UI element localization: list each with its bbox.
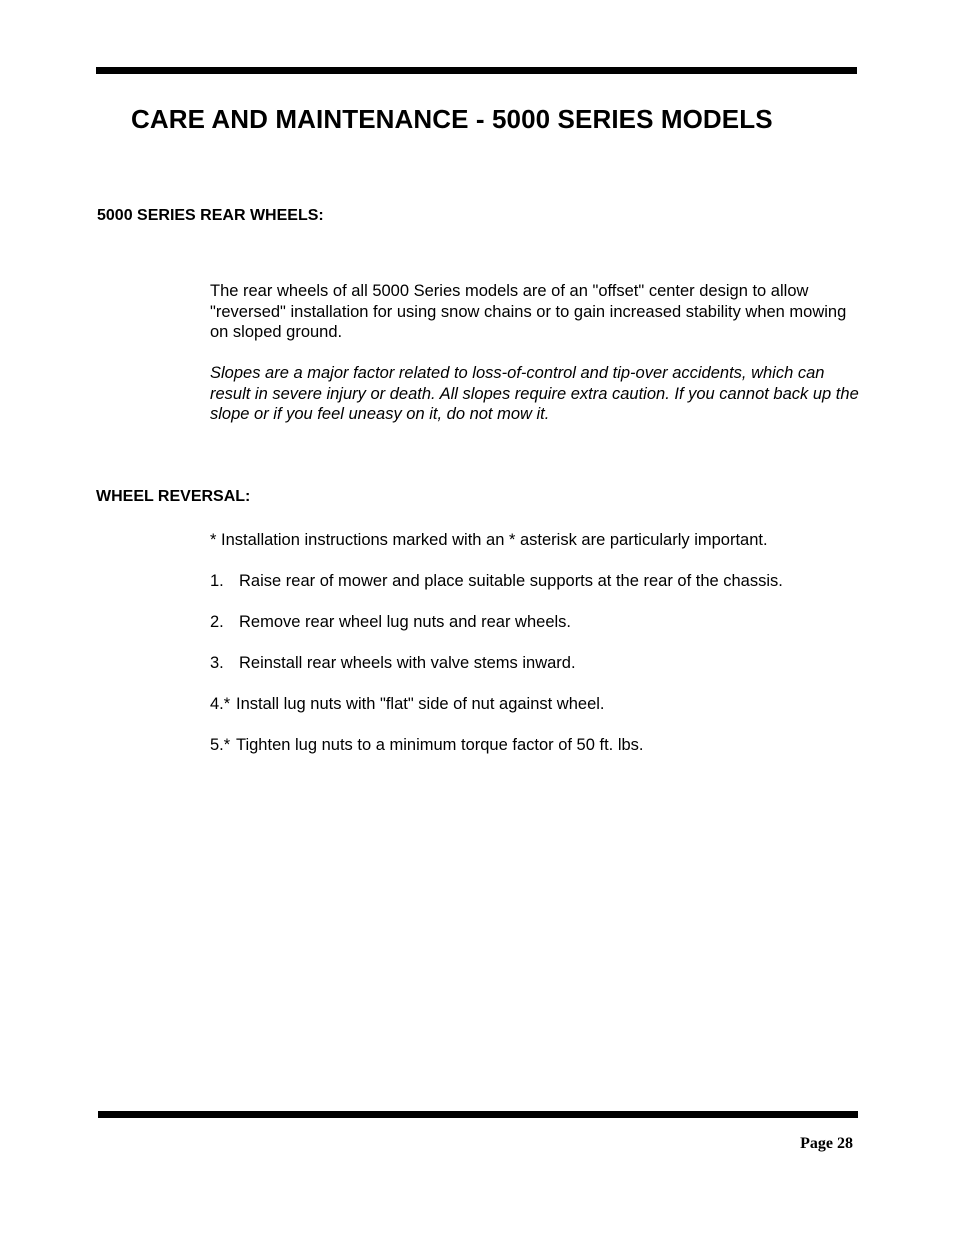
step-item bbox=[210, 572, 783, 613]
header-rule bbox=[96, 67, 857, 74]
step-item bbox=[210, 736, 783, 777]
step-number: 3. bbox=[210, 654, 224, 672]
step-item bbox=[210, 695, 783, 736]
section-heading-wheel-reversal: WHEEL REVERSAL: bbox=[96, 488, 251, 505]
step-item bbox=[210, 613, 783, 654]
step-text: Raise rear of mower and place suitable supports at the rear of the chassis. bbox=[239, 572, 783, 590]
footer-rule bbox=[98, 1111, 858, 1118]
step-number: 2. bbox=[210, 613, 224, 631]
slope-warning: Slopes are a major factor related to loss-of-control and tip-over accidents, which can result in severe injury or death. All slopes require extra caution. If you cannot back up the slope or if you feel uneasy on it, do not mow it. bbox=[210, 364, 859, 423]
step-text: Remove rear wheel lug nuts and rear wheels. bbox=[239, 613, 572, 631]
step-item bbox=[210, 654, 783, 695]
asterisk-note: * Installation instructions marked with an * asterisk are particularly important. bbox=[210, 531, 768, 549]
step-text: Install lug nuts with "flat" side of nut against wheel. bbox=[236, 695, 605, 713]
step-text: Tighten lug nuts to a minimum torque factor of 50 ft. lbs. bbox=[236, 736, 644, 754]
page-title: CARE AND MAINTENANCE - 5000 SERIES MODELS bbox=[131, 104, 773, 134]
reversal-steps bbox=[210, 572, 783, 777]
step-number: 5.* bbox=[210, 736, 231, 754]
step-number: 4.* bbox=[210, 695, 231, 713]
page-number: Page 28 bbox=[800, 1135, 853, 1152]
section-heading-rear-wheels: 5000 SERIES REAR WHEELS: bbox=[97, 207, 324, 224]
step-text: Reinstall rear wheels with valve stems inward. bbox=[239, 654, 576, 672]
rear-wheels-intro: The rear wheels of all 5000 Series models are of an "offset" center design to allow "reversed" installation for using snow chains or to gain increased stability when mowing on sloped ground. bbox=[210, 282, 847, 341]
step-number: 1. bbox=[210, 572, 224, 590]
